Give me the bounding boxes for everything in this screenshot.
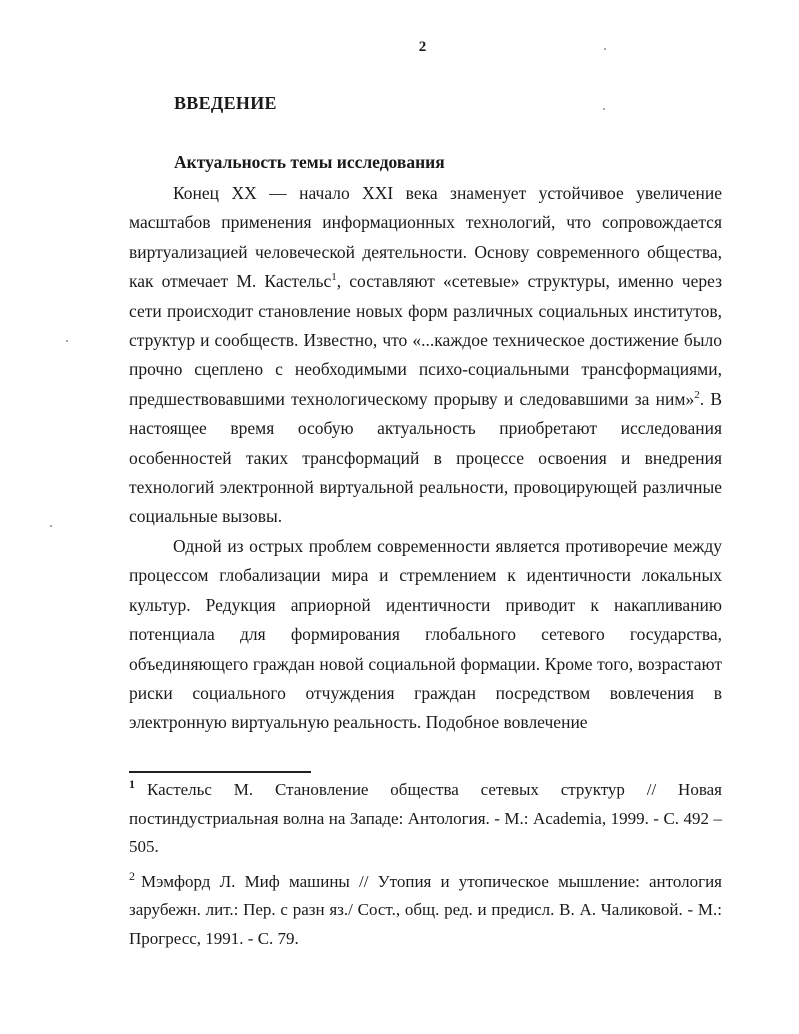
paragraph-1 (129, 179, 722, 532)
scan-speck (50, 525, 52, 527)
body-text (129, 179, 722, 738)
scan-speck (66, 340, 68, 342)
footnote-mark-1: 1 (129, 777, 135, 792)
scan-speck (604, 48, 606, 50)
footnote-text-2: Мэмфорд Л. Миф машины // Утопия и утопическое мышление: антология зарубежн. лит.: Пер. с разн яз./ Сост., общ. ред. и предисл. В. А. Чаликовой. - М.: Прогресс, 1991. - С. 79. (129, 871, 722, 948)
footnote-1 (129, 776, 722, 862)
section-heading: ВВЕДЕНИЕ (174, 93, 277, 113)
paragraph-2: Одной из острых проблем современности является противоречие между процессом глобализации мира и стремлением к идентичности локальных культур. Редукция априорной идентичности приводит к накапливанию потенциала для формирования глобального сетевого государства, объединяющего граждан новой социальной формации. Кроме того, возрастают риски социального отчуждения граждан посредством вовлечения в электронную виртуальную реальность. Подобное вовлечение (129, 535, 722, 733)
paragraph-1-part-3: . В настоящее время особую актуальность приобретают исследования особенностей таких трансформаций в процессе освоения и внедрения технологий электронной виртуальной реальности, провоцирующей различные социальные вызовы. (129, 388, 722, 527)
footnotes (129, 776, 722, 959)
paragraph-1-part-1: Конец XX — начало XXI века знаменует устойчивое увеличение масштабов применения информационных технологий, что сопровождается виртуализацией человеческой деятельности. Основу современного общества, как отмечает М. Кастельс (129, 183, 722, 292)
footnote-mark-2: 2 (129, 868, 135, 883)
footnote-text-1: Кастельс М. Становление общества сетевых структур // Новая постиндустриальная волна на Западе: Антология. - М.: Academia, 1999. - С. 492 – 505. (129, 780, 722, 856)
scan-speck (603, 108, 605, 110)
footnote-ref-1: 1 (331, 271, 337, 284)
paragraph-1-part-2: , составляют «сетевые» структуры, именно через сети происходит становление новых форм различных социальных институтов, структур и сообществ. Известно, что «...каждое техническое достижение было прочно сцеплено с необходимыми психо-социальными трансформациями, предшествовавшими технологическому прорыву и следовавшими за ним» (129, 271, 722, 409)
footnote-separator (129, 771, 311, 773)
subsection-heading: Актуальность темы исследования (174, 152, 445, 172)
footnote-ref-2: 2 (694, 389, 700, 402)
footnote-2 (129, 868, 722, 954)
page-number: 2 (418, 39, 427, 55)
